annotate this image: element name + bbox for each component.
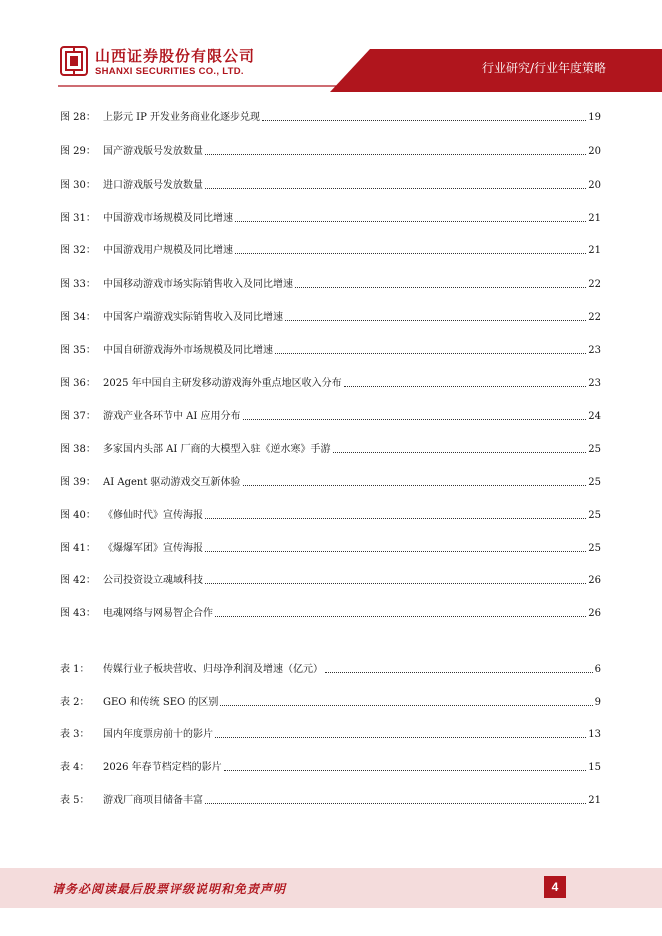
toc-leader-dots — [235, 221, 586, 222]
toc-entry-table-5[interactable] — [60, 791, 601, 807]
toc-leader-dots — [344, 386, 587, 387]
toc-entry-table-4[interactable] — [60, 758, 601, 774]
company-name-cn: 山西证券股份有限公司 — [95, 47, 256, 65]
page-header — [0, 0, 662, 92]
toc-entry-page: 9 — [594, 697, 601, 708]
toc-entry-title: 国内年度票房前十的影片 — [103, 729, 213, 740]
toc-entry-page: 22 — [588, 279, 601, 290]
toc-entry-title: 上影元 IP 开发业务商业化逐步兑现 — [103, 112, 261, 123]
toc-leader-dots — [205, 154, 586, 155]
toc-leader-dots — [325, 672, 593, 673]
toc-entry-page: 23 — [588, 378, 601, 389]
toc-leader-dots — [215, 737, 586, 738]
toc-entry-figure-43[interactable] — [60, 604, 601, 620]
toc-entry-page: 26 — [588, 575, 601, 586]
toc-entry-title: 《爆爆军团》宣传海报 — [103, 543, 203, 554]
toc-entry-page: 13 — [588, 729, 601, 740]
toc-entry-page: 23 — [588, 345, 601, 356]
company-logo-icon — [60, 46, 88, 76]
toc-entry-number: 图 35： — [60, 345, 96, 356]
toc-entry-page: 21 — [588, 245, 601, 256]
toc-entry-table-3[interactable] — [60, 725, 601, 741]
toc-entry-number: 图 36： — [60, 378, 96, 389]
toc-entry-page: 25 — [588, 477, 601, 488]
toc-entry-figure-36[interactable] — [60, 374, 601, 390]
toc-entry-number: 图 30： — [60, 180, 96, 191]
toc-leader-dots — [205, 583, 586, 584]
toc-entry-figure-39[interactable] — [60, 473, 601, 489]
toc-entry-number: 表 3： — [60, 729, 90, 740]
toc-entry-page: 20 — [588, 146, 601, 157]
toc-entry-number: 图 42： — [60, 575, 96, 586]
toc-leader-dots — [262, 120, 586, 121]
report-type: 行业研究/行业年度策略 — [481, 61, 606, 75]
toc-entry-figure-41[interactable] — [60, 539, 601, 555]
toc-entry-number: 图 34： — [60, 312, 96, 323]
toc-entry-title: 电魂网络与网易智企合作 — [103, 608, 213, 619]
toc-entry-number: 图 33： — [60, 279, 96, 290]
toc-entry-title: 2025 年中国自主研发移动游戏海外重点地区收入分布 — [103, 378, 342, 389]
toc-entry-title: 进口游戏版号发放数量 — [103, 180, 203, 191]
toc-entry-figure-42[interactable] — [60, 571, 601, 587]
toc-entry-page: 26 — [588, 608, 601, 619]
toc-entry-number: 表 5： — [60, 795, 90, 806]
toc-entry-number: 表 2： — [60, 697, 90, 708]
toc-leader-dots — [285, 320, 586, 321]
toc-entry-number: 图 32： — [60, 245, 96, 256]
toc-entry-number: 图 39： — [60, 477, 96, 488]
toc-leader-dots — [235, 253, 586, 254]
toc-leader-dots — [295, 287, 586, 288]
toc-entry-title: 中国游戏用户规模及同比增速 — [103, 245, 233, 256]
page-number: 4 — [544, 876, 566, 898]
toc-entry-title: 中国移动游戏市场实际销售收入及同比增速 — [103, 279, 293, 290]
toc-entry-number: 图 37： — [60, 411, 96, 422]
toc-entry-title: 中国客户端游戏实际销售收入及同比增速 — [103, 312, 283, 323]
toc-leader-dots — [205, 188, 586, 189]
toc-entry-page: 25 — [588, 543, 601, 554]
toc-entry-number: 图 41： — [60, 543, 96, 554]
toc-entry-title: 公司投资设立魂域科技 — [103, 575, 203, 586]
toc-entry-page: 25 — [588, 510, 601, 521]
toc-leader-dots — [205, 803, 586, 804]
toc-leader-dots — [205, 518, 586, 519]
toc-entry-figure-31[interactable] — [60, 209, 601, 225]
toc-entry-title: 2026 年春节档定档的影片 — [103, 762, 222, 773]
toc-entry-number: 图 43： — [60, 608, 96, 619]
toc-leader-dots — [215, 616, 586, 617]
toc-entry-number: 图 40： — [60, 510, 96, 521]
toc-entry-figure-29[interactable] — [60, 142, 601, 158]
toc-leader-dots — [333, 452, 587, 453]
toc-leader-dots — [243, 419, 587, 420]
toc-entry-page: 6 — [594, 664, 601, 675]
toc-entry-figure-32[interactable] — [60, 241, 601, 257]
footer-disclaimer: 请务必阅读最后股票评级说明和免责声明 — [52, 882, 287, 896]
toc-leader-dots — [224, 770, 587, 771]
toc-entry-title: 国产游戏版号发放数量 — [103, 146, 203, 157]
company-name-en: SHANXI SECURITIES CO., LTD. — [95, 66, 244, 77]
toc-entry-page: 21 — [588, 795, 601, 806]
toc-entry-table-1[interactable] — [60, 660, 601, 676]
toc-entry-number: 表 4： — [60, 762, 90, 773]
toc-entry-page: 19 — [588, 112, 601, 123]
toc-entry-title: 多家国内头部 AI 厂商的大模型入驻《逆水寒》手游 — [103, 444, 331, 455]
toc-entry-page: 24 — [588, 411, 601, 422]
toc-entry-number: 表 1： — [60, 664, 90, 675]
toc-entry-figure-33[interactable] — [60, 275, 601, 291]
toc-entry-figure-28[interactable] — [60, 108, 601, 124]
toc-leader-dots — [275, 353, 586, 354]
toc-entry-number: 图 28： — [60, 112, 96, 123]
toc-entry-figure-37[interactable] — [60, 407, 601, 423]
toc-entry-title: 传媒行业子板块营收、归母净利润及增速（亿元） — [103, 664, 323, 675]
toc-entry-title: 游戏厂商项目储备丰富 — [103, 795, 203, 806]
toc-entry-title: 中国自研游戏海外市场规模及同比增速 — [103, 345, 273, 356]
toc-entry-title: 游戏产业各环节中 AI 应用分布 — [103, 411, 241, 422]
toc-entry-page: 21 — [588, 213, 601, 224]
toc-entry-number: 图 29： — [60, 146, 96, 157]
toc-entry-figure-40[interactable] — [60, 506, 601, 522]
toc-entry-title: GEO 和传统 SEO 的区别 — [103, 697, 219, 708]
toc-entry-number: 图 31： — [60, 213, 96, 224]
toc-entry-page: 15 — [588, 762, 601, 773]
toc-entry-table-2[interactable] — [60, 693, 601, 709]
toc-leader-dots — [220, 705, 592, 706]
toc-entry-figure-30[interactable] — [60, 176, 601, 192]
toc-entry-figure-34[interactable] — [60, 308, 601, 324]
toc-entry-title: 中国游戏市场规模及同比增速 — [103, 213, 233, 224]
toc-entry-figure-38[interactable] — [60, 440, 601, 456]
toc-entry-page: 20 — [588, 180, 601, 191]
toc-leader-dots — [205, 551, 586, 552]
toc-entry-title: AI Agent 驱动游戏交互新体验 — [103, 477, 241, 488]
toc-entry-number: 图 38： — [60, 444, 96, 455]
toc-entry-page: 22 — [588, 312, 601, 323]
toc-entry-page: 25 — [588, 444, 601, 455]
toc-entry-figure-35[interactable] — [60, 341, 601, 357]
toc-leader-dots — [243, 485, 587, 486]
toc-entry-title: 《修仙时代》宣传海报 — [103, 510, 203, 521]
